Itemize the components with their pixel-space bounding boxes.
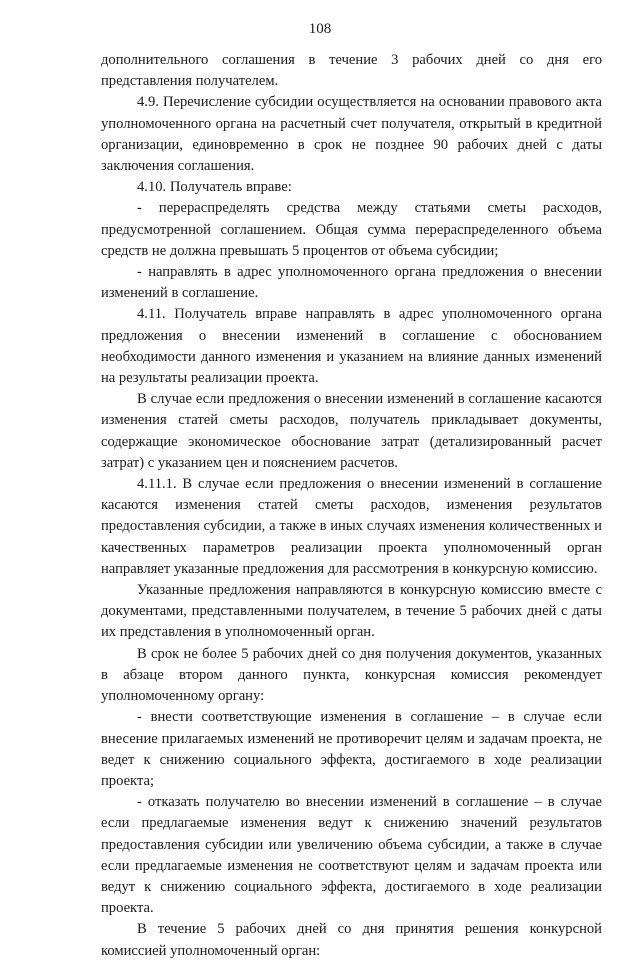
page-number: 108	[308, 21, 332, 37]
paragraph-estimate-changes: В случае если предложения о внесении изменений в соглашение касаются изменения статей сметы расходов, получатель прикладывает документы, содержащие экономическое обоснование затрат (детализированный расчет затрат) с указанием цен и пояснением расчетов.	[101, 391, 602, 471]
paragraph-continuation: дополнительного соглашения в течение 3 рабочих дней со дня его представления получателем.	[101, 52, 602, 90]
list-item-redistribute: - перераспределять средства между статьями сметы расходов, предусмотренной соглашением. Общая сумма перераспределенного объема средств не должна превышать 5 процентов от объема субсидии;	[101, 200, 602, 259]
paragraph-4-9: 4.9. Перечисление субсидии осуществляется на основании правового акта уполномоченного органа на расчетный счет получателя, открытый в кредитной организации, единовременно в срок не позднее 90 рабочих дней с даты заключения соглашения.	[101, 94, 602, 175]
paragraph-commission-recommends: В срок не более 5 рабочих дней со дня получения документов, указанных в абзаце втором данного пункта, конкурсная комиссия рекомендует уполномоченному органу:	[101, 645, 602, 705]
list-item-make-changes: - внести соответствующие изменения в соглашение – в случае если внесение прилагаемых изменений не противоречит целям и задачам проекта, не ведет к снижению социального эффекта, достигаемого в ходе реализации проекта;	[101, 709, 602, 789]
paragraph-within-5-days: В течение 5 рабочих дней со дня принятия решения конкурсной комиссией уполномоченный орган:	[101, 921, 602, 959]
document-body	[101, 50, 602, 962]
paragraph-4-11-1: 4.11.1. В случае если предложения о внесении изменений в соглашение касаются изменения статей сметы расходов, изменения результатов предоставления субсидии, а также в иных случаях изменения количественных и качественных параметров реализации проекта уполномоченный орган направляет указанные предложения для рассмотрения в конкурсную комиссию.	[101, 476, 602, 577]
paragraph-proposals-sent: Указанные предложения направляются в конкурсную комиссию вместе с документами, представленными получателем, в течение 5 рабочих дней с даты их представления в уполномоченный орган.	[101, 582, 602, 641]
list-item-send-proposals: - направлять в адрес уполномоченного органа предложения о внесении изменений в соглашение.	[101, 264, 602, 302]
list-item-refuse-changes: - отказать получателю во внесении изменений в соглашение – в случае если предлагаемые изменения ведут к снижению значений результатов предоставления субсидии или увеличению объема субсидии, а также в случае если предлагаемые изменения не соответствуют целям и задачам проекта или ведут к снижению социального эффекта, достигаемого в ходе реализации проекта.	[101, 794, 602, 917]
paragraph-4-10: 4.10. Получатель вправе:	[137, 179, 292, 196]
paragraph-4-11: 4.11. Получатель вправе направлять в адрес уполномоченного органа предложения о внесении изменений в соглашение с обоснованием необходимости данного изменения и указанием на влияние данных изменений на результаты реализации проекта.	[101, 306, 602, 387]
